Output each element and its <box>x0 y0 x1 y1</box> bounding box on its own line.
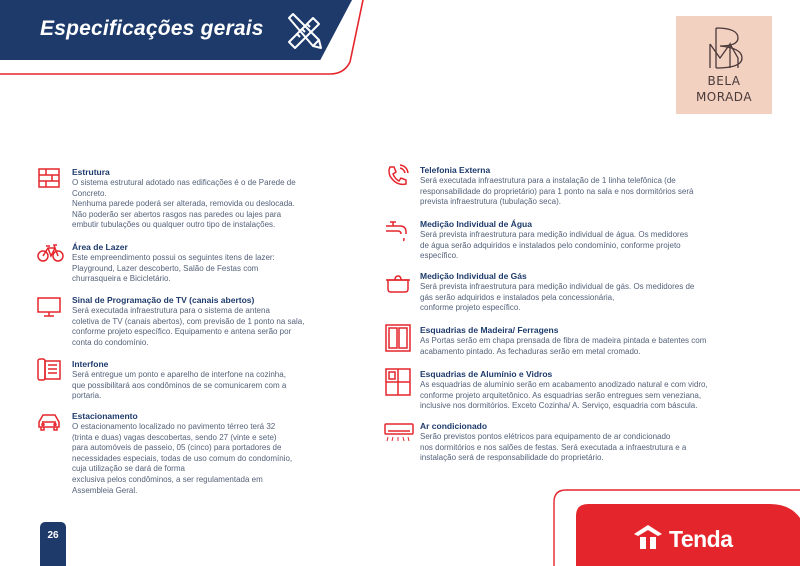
logo-text-bela: BELA <box>707 74 741 88</box>
spec-title: Estacionamento <box>72 411 138 421</box>
spec-text: Serão previstos pontos elétricos para equipamento de ar condicionado nos dormitórios e nos salões de festas. Será executada a infraestrutura e a instalação será de responsabilidade do proprietário. <box>420 432 687 463</box>
spec-text: As Portas serão em chapa prensada de fibra de madeira pintada e batentes com acabamento pintado. As fechaduras serão em metal cromado. <box>420 336 707 356</box>
tv-icon <box>36 294 66 318</box>
spec-title: Medição Individual de Água <box>420 219 532 229</box>
spec-text: Este empreendimento possui os seguintes itens de lazer: Playground, Lazer descoberto, Salão de Festas com churrasqueira e Bicicletário. <box>72 253 275 284</box>
logo-text-morada: MORADA <box>695 90 753 104</box>
bela-morada-logo <box>676 16 772 114</box>
spec-title: Interfone <box>72 359 109 369</box>
car-icon <box>36 410 66 434</box>
tenda-logo <box>540 488 800 566</box>
spec-text: Será entregue um ponto e aparelho de interfone na cozinha, que possibilitará aos condôminos de se comunicarem com a portaria. <box>72 370 287 401</box>
page-title: Especificações gerais <box>40 17 264 40</box>
spec-title: Estrutura <box>72 167 110 177</box>
spec-text: O sistema estrutural adotado nas edificações é o de Parede de Concreto. Nenhuma parede poderá ser alterada, removida ou deslocada. Não poderão ser abertos rasgos nas paredes ou lajes para embutir tubulações ou qualquer outro tipo de instalações. <box>72 178 296 230</box>
spec-title: Esquadrias de Madeira/ Ferragens <box>420 325 559 335</box>
bicycle-icon <box>36 241 66 265</box>
spec-title: Sinal de Programação de TV (canais abertos) <box>72 295 255 305</box>
ruler-pencil-icon <box>283 10 325 50</box>
spec-title: Esquadrias de Alumínio e Vidros <box>420 369 553 379</box>
tenda-brand-name: Tenda <box>669 526 733 552</box>
spec-text: O estacionamento localizado no pavimento térreo terá 32 (trinta e duas) vagas descobertas, sendo 27 (vinte e sete) para automóveis de passeio, 05 (cinco) para portadores de necessidades especiais, todas de uso comum do condomínio, cuja utilização se dará de forma exclusiva pelos condôminos, a ser regulamentada em Assembleia Geral. <box>72 422 293 495</box>
tenda-house-icon <box>632 522 664 552</box>
cooking-pot-icon <box>384 270 414 294</box>
spec-text: Será executada infraestrutura para a instalação de 1 linha telefônica (de responsabilidade do proprietário) para 1 ponto na sala e nos dormitórios será prevista infraestrutura (tubulação seca). <box>420 176 694 207</box>
page-number: 26 <box>47 530 59 541</box>
spec-text: Será executada infraestrutura para o sistema de antena coletiva de TV (canais abertos), com previsão de 1 ponto na sala, conforme projeto específico. Equipamento e antena serão por conta do condomínio. <box>72 306 305 347</box>
phone-icon <box>384 164 414 188</box>
door-icon <box>384 324 414 352</box>
spec-text: Será prevista infraestrutura para medição individual de água. Os medidores de água serão adquiridos e instalados pelo condomínio, conforme projeto específico. <box>420 230 689 261</box>
brick-wall-icon <box>36 166 66 190</box>
air-conditioner-icon <box>384 420 414 444</box>
spec-text: Será prevista infraestrutura para medição individual de gás. Os medidores de gás serão adquiridos e instalados pela concessionária, conforme projeto específico. <box>420 282 695 313</box>
water-tap-icon <box>384 218 414 242</box>
spec-title: Telefonia Externa <box>420 165 491 175</box>
page-number-badge <box>40 522 66 566</box>
spec-title: Medição Individual de Gás <box>420 271 527 281</box>
bm-monogram <box>676 24 772 72</box>
spec-text: As esquadrias de alumínio serão em acabamento anodizado natural e com vidro, conforme projeto arquitetônico. As esquadrias serão entregues sem veneziana, inclusive nos dormitórios. Exceto Cozinha/ A. Serviço, esquadria com báscula. <box>420 380 708 411</box>
spec-title: Área de Lazer <box>72 242 128 252</box>
spec-title: Ar condicionado <box>420 421 488 431</box>
intercom-icon <box>36 358 66 382</box>
window-icon <box>384 368 414 396</box>
